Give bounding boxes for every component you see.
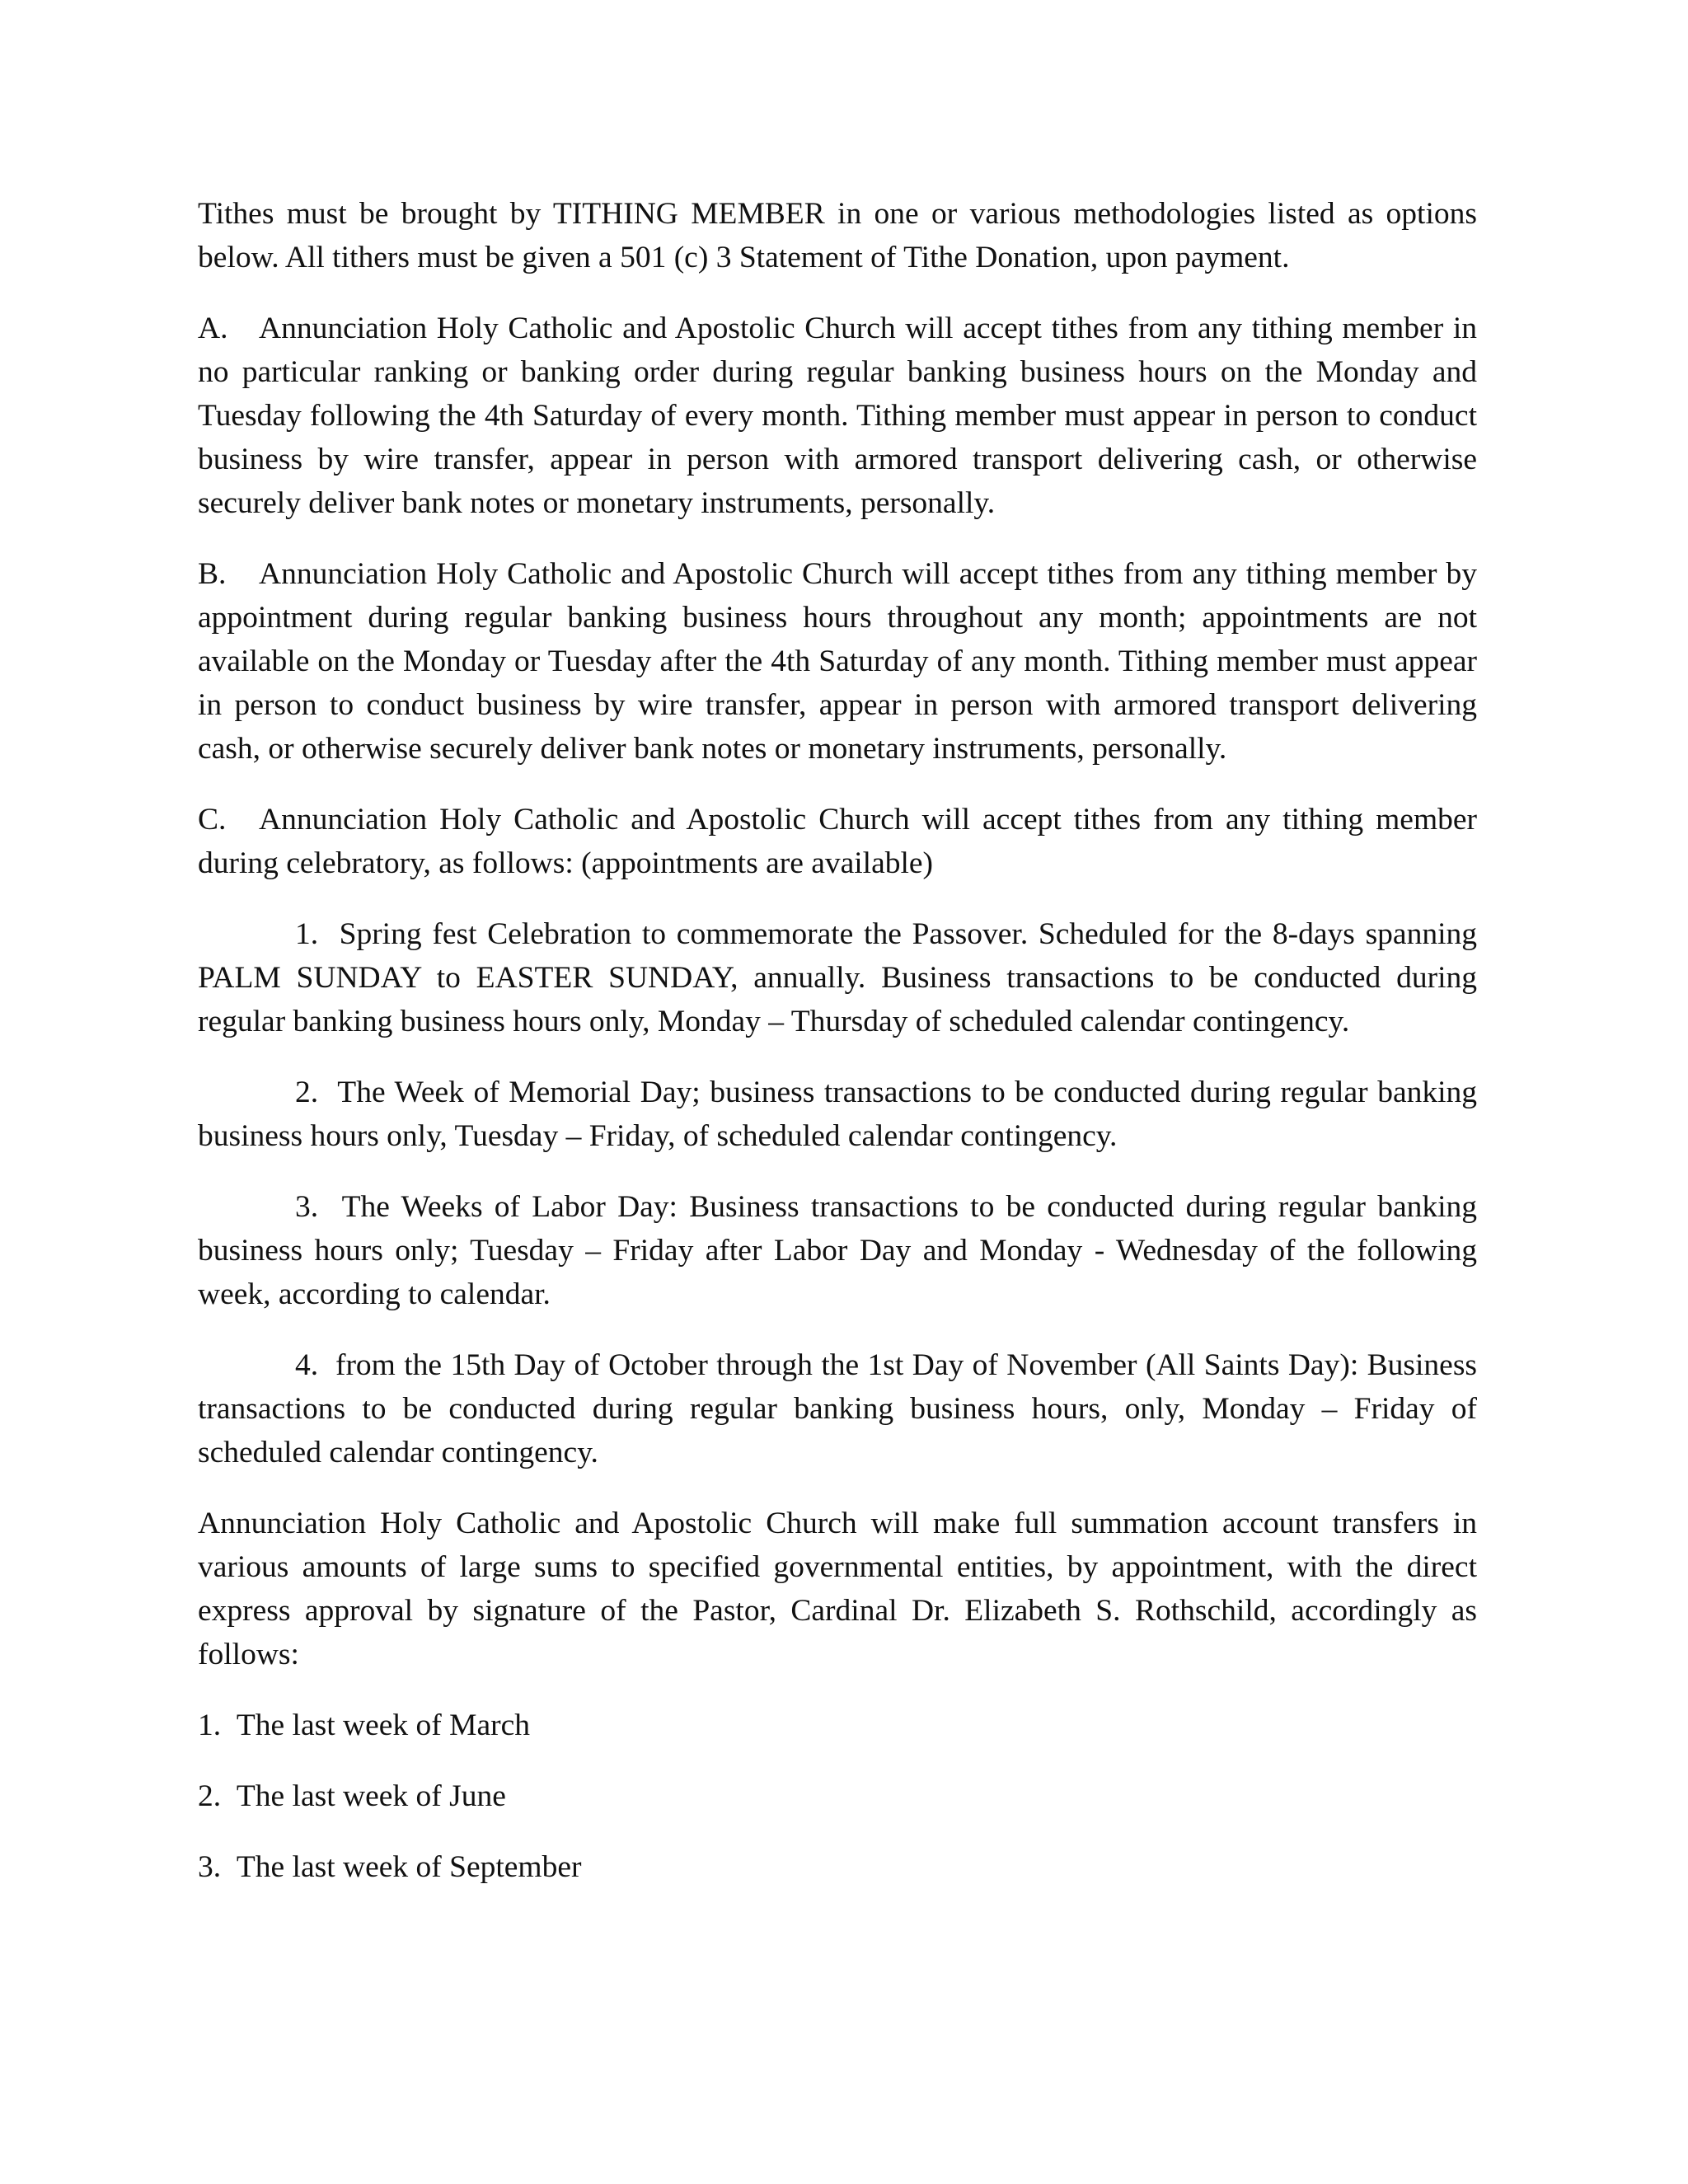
transfer-schedule-item-2 bbox=[198, 1774, 1477, 1818]
celebration-item-4 bbox=[198, 1343, 1477, 1474]
celebration-text: The Week of Memorial Day; business transactions to be conducted during regular banking business hours only, Tuesday – Friday, of scheduled calendar contingency. bbox=[198, 1076, 1478, 1153]
transfer-number: 2. bbox=[198, 1779, 222, 1813]
celebration-number: 3. bbox=[295, 1190, 319, 1224]
transfer-text: The last week of September bbox=[236, 1850, 582, 1884]
transfer-text: The last week of March bbox=[236, 1708, 530, 1742]
transfer-text: The last week of June bbox=[236, 1779, 506, 1813]
celebration-number: 2. bbox=[295, 1076, 319, 1109]
section-a-paragraph bbox=[198, 307, 1477, 525]
transfers-intro-paragraph: Annunciation Holy Catholic and Apostolic Church will make full summation account transfers in various amounts of large sums to specified governmental entities, by appointment, with the direct express approval by signature of the Pastor, Cardinal Dr. Elizabeth S. Rothschild, accordingly as follows: bbox=[198, 1507, 1477, 1671]
celebration-number: 4. bbox=[295, 1348, 319, 1382]
section-letter: B. bbox=[198, 557, 227, 591]
celebration-item-2 bbox=[198, 1071, 1477, 1158]
celebration-item-1 bbox=[198, 912, 1477, 1043]
transfer-number: 3. bbox=[198, 1850, 222, 1884]
transfer-number: 1. bbox=[198, 1708, 222, 1742]
section-text: Annunciation Holy Catholic and Apostolic Church will accept tithes from any tithing member in no particular ranking or banking order during regular banking business hours on the Monday and Tuesday following the 4th Saturday of every month. Tithing member must appear in person to conduct business by wire transfer, appear in person with armored transport delivering cash, or otherwise securely deliver bank notes or monetary instruments, personally. bbox=[198, 312, 1477, 520]
celebration-number: 1. bbox=[295, 917, 319, 951]
section-b-paragraph bbox=[198, 552, 1477, 771]
celebration-item-3 bbox=[198, 1185, 1477, 1316]
transfer-schedule-item-3 bbox=[198, 1845, 1477, 1889]
section-letter: C. bbox=[198, 803, 227, 837]
transfer-schedule-item-1 bbox=[198, 1704, 1477, 1747]
celebration-text: The Weeks of Labor Day: Business transactions to be conducted during regular banking business hours only; Tuesday – Friday after Labor Day and Monday - Wednesday of the following week, according to calendar. bbox=[198, 1190, 1478, 1311]
intro-paragraph: Tithes must be brought by TITHING MEMBER in one or various methodologies listed as options below. All tithers must be given a 501 (c) 3 Statement of Tithe Donation, upon payment. bbox=[198, 197, 1477, 274]
section-text: Annunciation Holy Catholic and Apostolic Church will accept tithes from any tithing member during celebratory, as follows: (appointments are available) bbox=[198, 803, 1477, 880]
celebration-text: from the 15th Day of October through the 1st Day of November (All Saints Day): Business transactions to be conducted during regular banking business hours, only, Monday – Friday of scheduled calendar contingency. bbox=[198, 1348, 1478, 1469]
section-text: Annunciation Holy Catholic and Apostolic Church will accept tithes from any tithing member by appointment during regular banking business hours throughout any month; appointments are not available on the Monday or Tuesday after the 4th Saturday of any month. Tithing member must appear in person to conduct business by wire transfer, appear in person with armored transport delivering cash, or otherwise securely deliver bank notes or monetary instruments, personally. bbox=[198, 557, 1477, 766]
celebration-text: Spring fest Celebration to commemorate the Passover. Scheduled for the 8-days spanning PALM SUNDAY to EASTER SUNDAY, annually. Business transactions to be conducted during regular banking business hours only, Monday – Thursday of scheduled calendar contingency. bbox=[198, 917, 1477, 1038]
section-c-paragraph bbox=[198, 798, 1477, 885]
document-page bbox=[198, 192, 1477, 1916]
section-letter: A. bbox=[198, 312, 228, 345]
